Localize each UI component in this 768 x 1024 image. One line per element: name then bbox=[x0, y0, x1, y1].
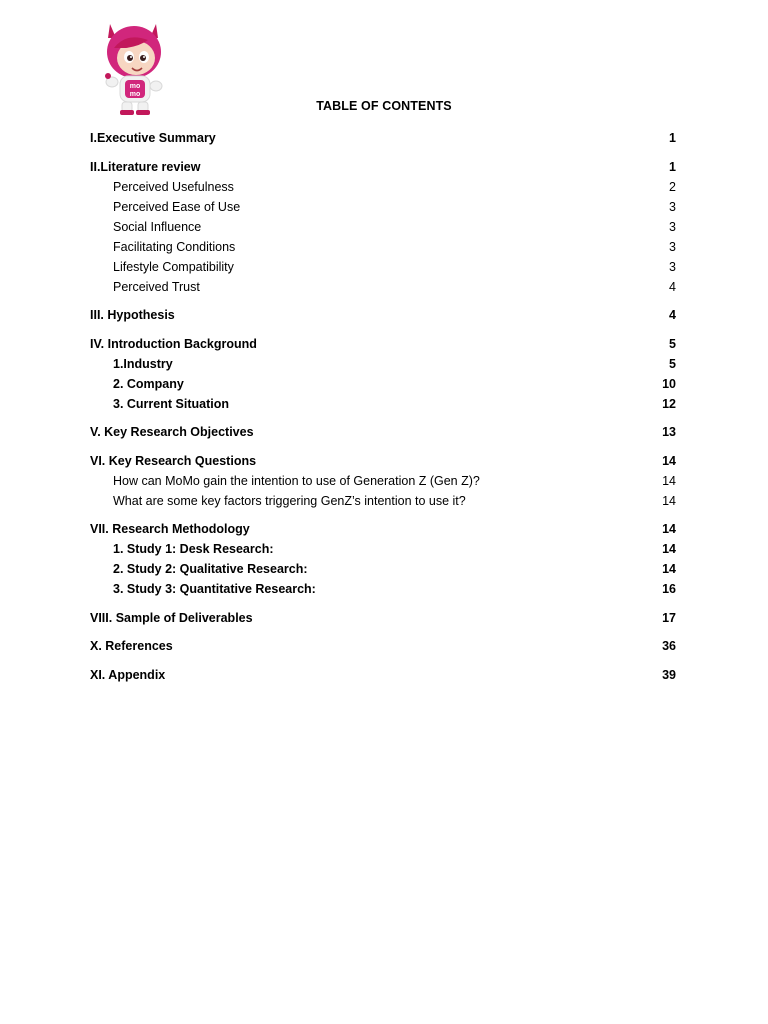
toc-entry[interactable] bbox=[90, 305, 676, 325]
toc-entry-label: 3. Study 3: Quantitative Research: bbox=[113, 582, 316, 596]
toc-entry-label: 2. Company bbox=[113, 376, 184, 391]
toc-entry-label: VII. Research Methodology bbox=[90, 522, 250, 536]
toc-entry-label: VIII. Sample of Deliverables bbox=[90, 610, 253, 625]
toc-entry-page-number: 14 bbox=[662, 453, 676, 468]
toc-entry[interactable] bbox=[90, 539, 676, 559]
toc-entry[interactable] bbox=[90, 257, 676, 277]
toc-entry-page-number: 36 bbox=[662, 639, 676, 653]
toc-entry-label: XI. Appendix bbox=[90, 667, 166, 682]
toc-entry-label: I.Executive Summary bbox=[90, 131, 216, 145]
toc-title: TABLE OF CONTENTS bbox=[316, 99, 452, 113]
toc-entry-label: Perceived Usefulness bbox=[113, 179, 234, 194]
toc-entry-page-number: 12 bbox=[662, 396, 676, 411]
toc-entry[interactable] bbox=[90, 608, 676, 628]
toc-entry-label: V. Key Research Objectives bbox=[90, 425, 254, 439]
toc-entry-label: Perceived Trust bbox=[113, 279, 200, 294]
toc-entry-page-number: 5 bbox=[669, 356, 676, 371]
toc-entry-label: II.Literature review bbox=[90, 159, 201, 174]
toc-entry-page-number: 3 bbox=[669, 219, 676, 234]
toc-entry[interactable] bbox=[90, 277, 676, 297]
toc-entry-page-number: 39 bbox=[662, 667, 676, 682]
toc-entry[interactable] bbox=[90, 491, 676, 511]
toc-entry[interactable] bbox=[90, 394, 676, 414]
toc-entry[interactable] bbox=[90, 334, 676, 354]
toc-entry-label: 1.Industry bbox=[113, 356, 173, 371]
toc-entry[interactable] bbox=[90, 579, 676, 599]
logo-text-line1: mo bbox=[129, 83, 141, 90]
toc-entry-label: 3. Current Situation bbox=[113, 396, 229, 411]
toc-entry-label: 1. Study 1: Desk Research: bbox=[113, 542, 274, 556]
toc-entry[interactable] bbox=[90, 217, 676, 237]
toc-entry-page-number: 14 bbox=[662, 493, 676, 508]
toc-entry-label: What are some key factors triggering GenZ’s intention to use it? bbox=[113, 493, 466, 508]
toc-entry[interactable] bbox=[90, 177, 676, 197]
toc-entry[interactable] bbox=[90, 519, 676, 539]
toc-entry-label: X. References bbox=[90, 639, 173, 653]
toc-entry-page-number: 13 bbox=[662, 425, 676, 439]
toc-entry-label: Facilitating Conditions bbox=[113, 239, 236, 254]
toc-entry-page-number: 14 bbox=[662, 562, 676, 576]
toc-entry-label: IV. Introduction Background bbox=[90, 336, 257, 351]
toc-entry[interactable] bbox=[90, 422, 676, 442]
toc-entry[interactable] bbox=[90, 354, 676, 374]
toc-entry-label: VI. Key Research Questions bbox=[90, 453, 257, 468]
toc-entry-page-number: 4 bbox=[669, 279, 676, 294]
toc-entry-page-number: 17 bbox=[662, 610, 676, 625]
toc-entry-label: III. Hypothesis bbox=[90, 308, 175, 322]
toc-entry-page-number: 10 bbox=[662, 376, 676, 391]
toc-entry-page-number: 1 bbox=[669, 131, 676, 145]
logo-text-line2: mo bbox=[129, 91, 141, 98]
toc-entry-label: Perceived Ease of Use bbox=[113, 199, 241, 214]
table-of-contents bbox=[90, 128, 676, 685]
toc-entry[interactable] bbox=[90, 128, 676, 148]
toc-entry-label: 2. Study 2: Qualitative Research: bbox=[113, 562, 308, 576]
toc-entry[interactable] bbox=[90, 374, 676, 394]
toc-entry-page-number: 3 bbox=[669, 259, 676, 274]
toc-entry[interactable] bbox=[90, 157, 676, 177]
toc-entry[interactable] bbox=[90, 665, 676, 685]
toc-entry[interactable] bbox=[90, 451, 676, 471]
toc-entry-label: How can MoMo gain the intention to use of Generation Z (Gen Z)? bbox=[113, 473, 480, 488]
toc-entry-page-number: 14 bbox=[662, 522, 676, 536]
toc-entry-page-number: 5 bbox=[669, 336, 676, 351]
toc-entry-label: Lifestyle Compatibility bbox=[113, 259, 234, 274]
toc-entry-page-number: 14 bbox=[662, 542, 676, 556]
toc-entry-label: Social Influence bbox=[113, 219, 202, 234]
toc-entry[interactable] bbox=[90, 636, 676, 656]
toc-entry[interactable] bbox=[90, 559, 676, 579]
toc-entry[interactable] bbox=[90, 237, 676, 257]
toc-entry-page-number: 16 bbox=[662, 582, 676, 596]
toc-entry[interactable] bbox=[90, 471, 676, 491]
toc-entry-page-number: 14 bbox=[662, 473, 676, 488]
toc-entry-page-number: 1 bbox=[669, 159, 676, 174]
toc-entry-page-number: 3 bbox=[669, 239, 676, 254]
toc-entry-page-number: 3 bbox=[669, 199, 676, 214]
toc-entry-page-number: 2 bbox=[669, 179, 676, 194]
toc-entry-page-number: 4 bbox=[669, 308, 676, 322]
toc-entry[interactable] bbox=[90, 197, 676, 217]
